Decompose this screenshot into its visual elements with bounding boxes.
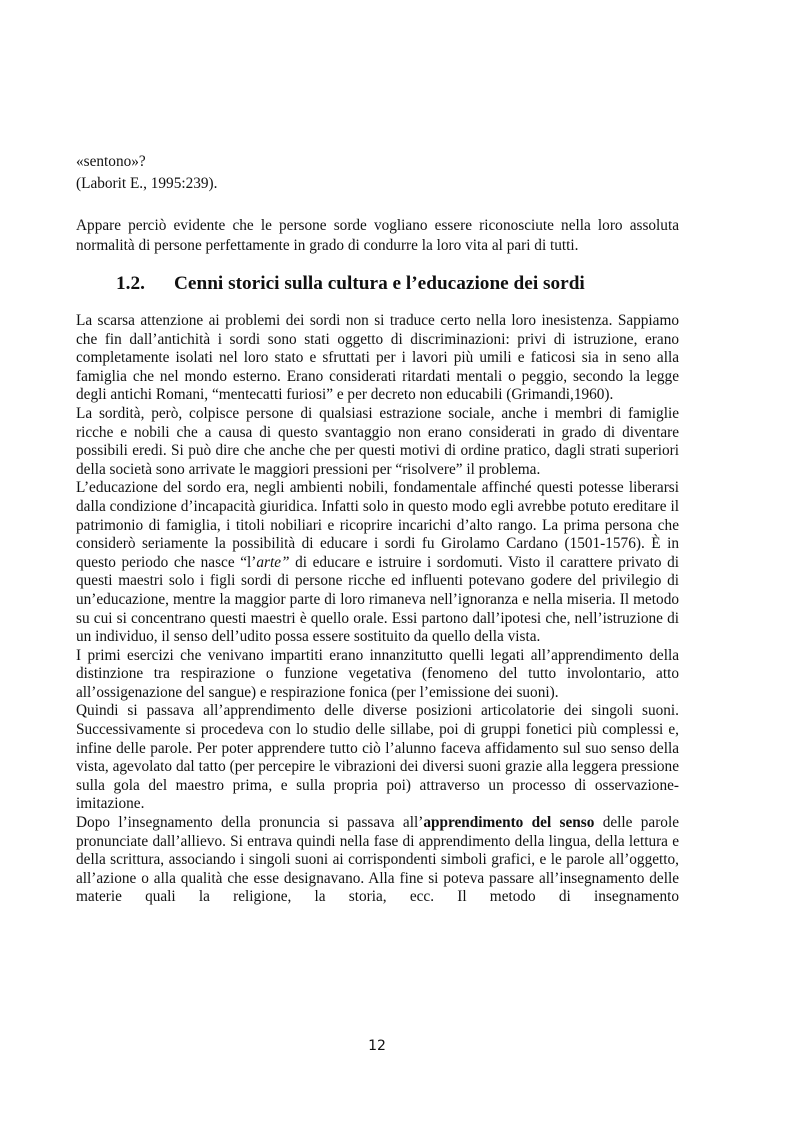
section-heading — [116, 271, 585, 297]
paragraph-social-class: La sordità, però, colpisce persone di qualsiasi estrazione sociale, anche i membri di famiglie ricche e nobili che a causa di questo svantaggio non erano considerati in grado di diventare possibili eredi. Si può dire che anche che per questi motivi di ordine pratico, dagli strati superiori della società sono arrivate le maggiori pressioni per “risolvere” il problema. — [76, 404, 679, 478]
paragraph-meaning: Dopo l’insegnamento della pronuncia si passava all’apprendimento del senso delle parole pronunciate dall’allievo. Si entrava quindi nella fase di apprendimento della lingua, della lettura e della scrittura, associando i singoli suoni ai corrispondenti simboli grafici, e le parole all’oggetto, all’azione o alla qualità che esse designavano. Alla fine si poteva passare all’insegnamento delle materie quali la religione, la storia, ecc. Il metodo di insegnamento — [76, 814, 679, 906]
bold-apprendimento-del-senso: apprendimento del senso — [423, 814, 595, 832]
italic-arte: arte” — [256, 553, 290, 571]
page-number: 12 — [368, 1038, 386, 1054]
paragraph-education-history: L’educazione del sordo era, negli ambienti nobili, fondamentale affinché questi potesse liberarsi dalla condizione d’incapacità giuridica. Infatti solo in questo modo egli avrebbe potuto ereditare il patrimonio di famiglia, i titoli nobiliari e ricoprire incarichi d’alto rango. La prima persona che considerò seriamente la possibilità di educare i sordi fu Girolamo Cardano (1501-1576). È in questo periodo che nasce “l’arte” di educare e istruire i sordomuti. Visto il carattere privato di questi maestri solo i figli sordi di persone ricche ed influenti potevano godere del privilegio di un’educazione, mentre la maggior parte di loro rimaneva nell’ignoranza e nella miseria. Il metodo su cui si concentrano questi maestri è quello orale. Essi partono dall’ipotesi che, nell’istruzione di un individuo, il senso dell’udito possa essere sostituito da quello della vista. — [76, 479, 679, 646]
section-body — [76, 312, 679, 907]
section-number: 1.2. — [116, 273, 145, 294]
paragraph-articulation: Quindi si passava all’apprendimento delle diverse posizioni articolatorie dei singoli suoni. Successivamente si procedeva con lo studio delle sillabe, poi di gruppi fonetici più complessi e, infine delle parole. Per poter apprendere tutto ciò l’alunno faceva affidamento sul suo senso della vista, agevolato dal tatto (per percepire le vibrazioni dei diversi suoni grazie alla leggera pressione sulla gola del maestro prima, e sulla propria poi) attraverso un processo di osservazione-imitazione. — [76, 702, 679, 813]
section-title: Cenni storici sulla cultura e l’educazione dei sordi — [174, 273, 585, 294]
paragraph-first-exercises: I primi esercizi che venivano impartiti erano innanzitutto quelli legati all’apprendimento della distinzione tra respirazione o funzione vegetativa (fenomeno del tutto involontario, atto all’ossigenazione del sangue) e respirazione fonica (per l’emissione dei suoni). — [76, 646, 679, 701]
intro-paragraph: Appare perciò evidente che le persone sorde vogliano essere riconosciute nella loro assoluta normalità di persone perfettamente in grado di condurre la loro vita al pari di tutti. — [76, 217, 679, 254]
quote-ending: «sentono»? — [76, 153, 146, 170]
citation: (Laborit E., 1995:239). — [76, 175, 218, 192]
paragraph-discrimination: La scarsa attenzione ai problemi dei sordi non si traduce certo nella loro inesistenza. Sappiamo che fin dall’antichità i sordi sono stati oggetto di discriminazioni: privi di istruzione, erano completamente isolati nel loro stato e sfruttati per i lavori più umili e faticosi sia in seno alla famiglia che nel mondo esterno. Erano considerati ritardati mentali o peggio, secondo la legge degli antichi Romani, “mentecatti furiosi” e per decreto non educabili (Grimandi,1960). — [76, 312, 679, 404]
